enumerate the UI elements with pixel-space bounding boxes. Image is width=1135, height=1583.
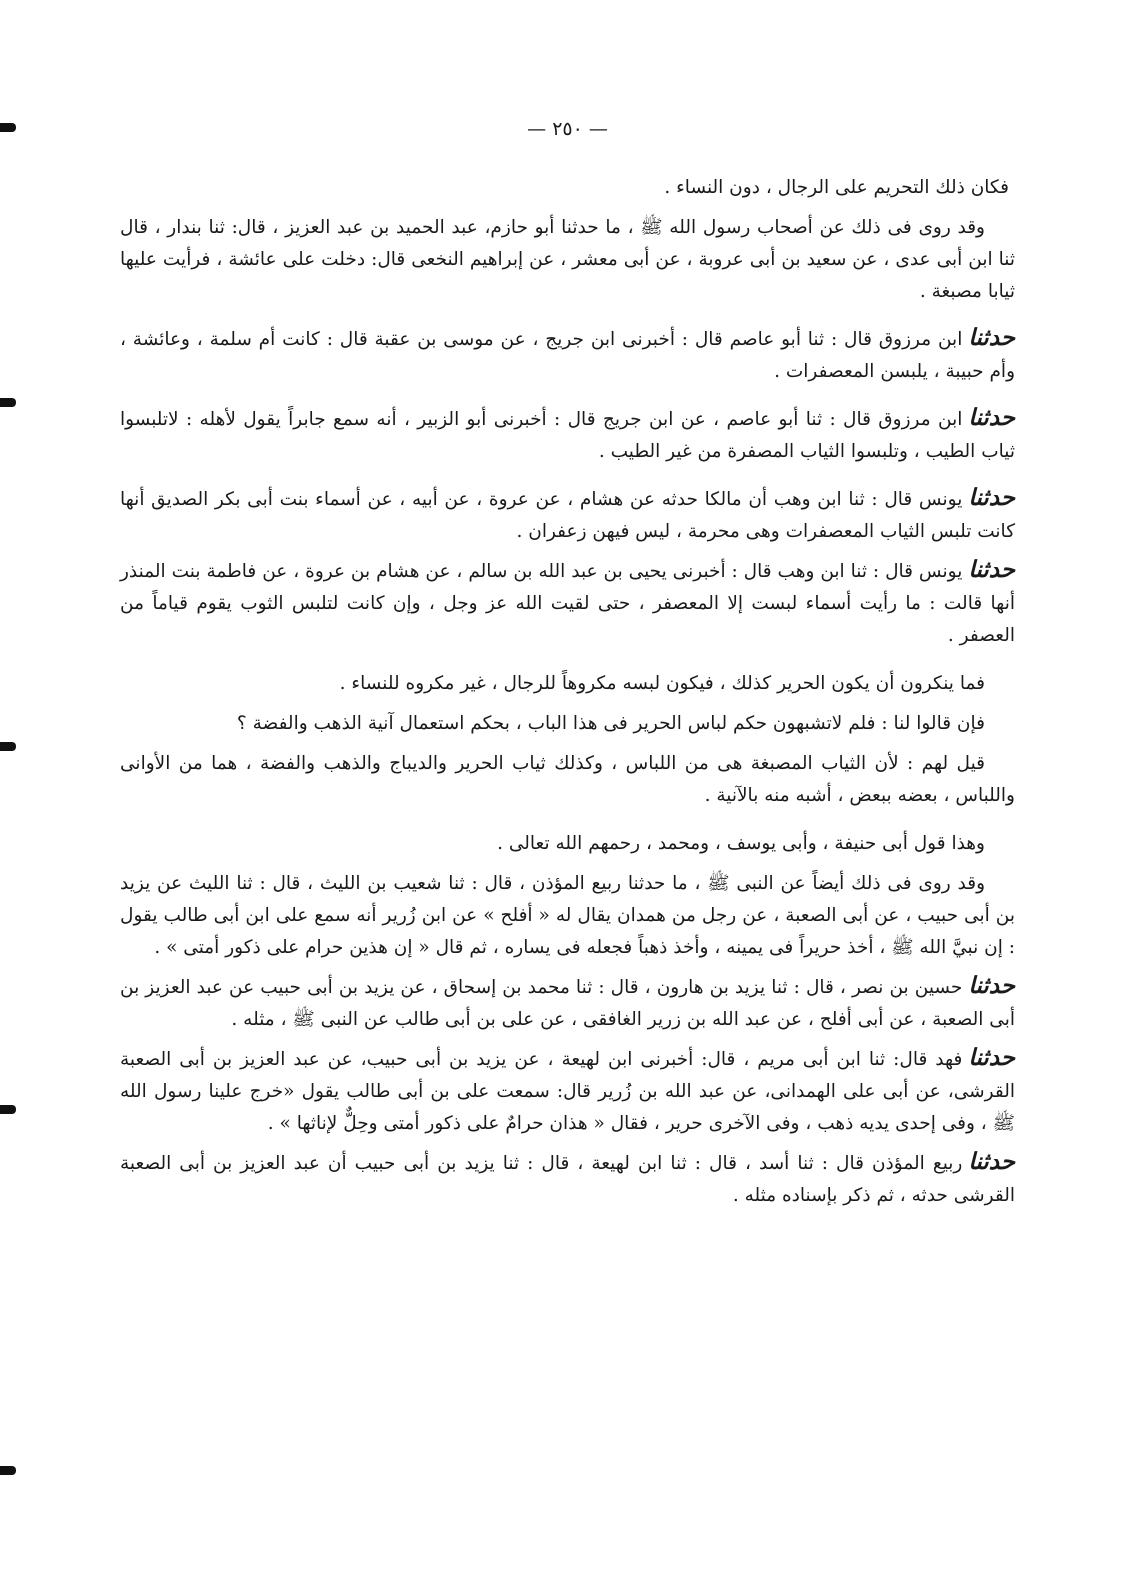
paragraph <box>120 170 1015 204</box>
paragraph <box>120 970 1015 1036</box>
paragraph <box>120 706 1015 740</box>
hadith-lead: حدثنا <box>968 404 1015 431</box>
paragraph-text: ربيع المؤذن قال : ثنا أسد ، قال : ثنا ابن لهيعة ، قال : ثنا يزيد بن أبى حبيب أن عبد العزيز بن أبى الصعبة القرشى حدثه ، ثم ذكر بإسناده مثله . <box>120 1153 1015 1206</box>
paragraph <box>120 746 1015 812</box>
paragraph-text: قيل لهم : لأن الثياب المصبغة هى من اللباس ، وكذلك ثياب الحرير والديباج والذهب والفضة ، هما من الأوانى واللباس ، بعضه ببعض ، أشبه منه بالآنية . <box>120 753 1015 806</box>
paragraph-text: حسين بن نصر ، قال : ثنا يزيد بن هارون ، قال : ثنا محمد بن إسحاق ، عن يزيد بن أبى حبيب عن عبد العزيز بن أبى الصعبة ، عن أبى أفلح ، عن عبد الله بن زرير الغافقى ، عن على بن أبى طالب عن النبى ﷺ ، مثله . <box>120 977 1015 1030</box>
hadith-lead: حدثنا <box>968 556 1015 583</box>
hadith-lead: حدثنا <box>968 972 1015 999</box>
body-text <box>120 170 1015 1218</box>
paragraph <box>120 1042 1015 1140</box>
paragraph-text: فإن قالوا لنا : فلم لاتشبهون حكم لباس الحرير فى هذا الباب ، بحكم استعمال آنية الذهب والفضة ؟ <box>236 713 985 734</box>
margin-mark <box>0 398 16 407</box>
paragraph-text: وقد روى فى ذلك أيضاً عن النبى ﷺ ، ما حدثنا ربيع المؤذن ، قال : ثنا شعيب بن الليث ، قال : ثنا الليث عن يزيد بن أبى حبيب ، عن أبى الصعبة ، عن رجل من همدان يقال له « أفلح » عن ابن زُرير أنه سمع على ابن أبى طالب يقول : إن نبيَّ الله ﷺ ، أخذ حريراً فى يمينه ، وأخذ ذهباً فجعله فى يساره ، ثم قال « إن هذين حرام على ذكور أمتى » . <box>120 873 1015 958</box>
paragraph <box>120 482 1015 548</box>
paragraph <box>120 554 1015 652</box>
hadith-lead: حدثنا <box>968 324 1015 351</box>
page-number: — ٢٥٠ — <box>527 118 608 140</box>
paragraph <box>120 402 1015 468</box>
hadith-lead: حدثنا <box>968 484 1015 511</box>
paragraph <box>120 210 1015 308</box>
paragraph-text: ابن مرزوق قال : ثنا أبو عاصم قال : أخبرنى ابن جريج ، عن موسى بن عقبة قال : كانت أم سلمة ، وعائشة ، وأم حبيبة ، يلبسن المعصفرات . <box>120 329 1015 382</box>
paragraph <box>120 322 1015 388</box>
margin-mark <box>0 1105 16 1114</box>
hadith-lead: حدثنا <box>968 1148 1015 1175</box>
paragraph-text: فما ينكرون أن يكون الحرير كذلك ، فيكون لبسه مكروهاً للرجال ، غير مكروه للنساء . <box>339 673 985 694</box>
margin-mark <box>0 742 16 751</box>
margin-mark <box>0 1466 16 1475</box>
paragraph <box>120 866 1015 964</box>
paragraph-text: فهد قال: ثنا ابن أبى مريم ، قال: أخبرنى ابن لهيعة ، عن يزيد بن أبى حبيب، عن عبد العزيز بن أبى الصعبة القرشى، عن أبى على الهمدانى، عن عبد الله بن زُرير قال: سمعت على بن أبى طالب يقول «خرج علينا رسول الله ﷺ ، وفى إحدى يديه ذهب ، وفى الآخرى حرير ، فقال « هذان حرامٌ على ذكور أمتى وحِلٌّ لإناثها » . <box>120 1049 1015 1134</box>
paragraph-text: يونس قال : ثنا ابن وهب أن مالكا حدثه عن هشام ، عن عروة ، عن أبيه ، عن أسماء بنت أبى بكر الصديق أنها كانت تلبس الثياب المعصفرات وهى محرمة ، ليس فيهن زعفران . <box>120 489 1015 542</box>
paragraph-text: وهذا قول أبى حنيفة ، وأبى يوسف ، ومحمد ، رحمهم الله تعالى . <box>497 833 985 854</box>
paragraph-text: يونس قال : ثنا ابن وهب قال : أخبرنى يحيى بن عبد الله بن سالم ، عن هشام بن عروة ، عن فاطمة بنت المنذر أنها قالت : ما رأيت أسماء لبست إلا المعصفر ، حتى لقيت الله عز وجل ، وإن كانت لتلبس الثوب يقوم قياماً من العصفر . <box>120 561 1015 646</box>
paragraph <box>120 666 1015 700</box>
hadith-lead: حدثنا <box>968 1044 1015 1071</box>
paragraph-text: وقد روى فى ذلك عن أصحاب رسول الله ﷺ ، ما حدثنا أبو حازم، عبد الحميد بن عبد العزيز ، قال: ثنا بندار ، قال ثنا ابن أبى عدى ، عن سعيد بن أبى عروبة ، عن أبى معشر ، عن إبراهيم النخعى قال: دخلت على عائشة ، فرأيت عليها ثيابا مصبغة . <box>120 217 1015 302</box>
paragraph-text: فكان ذلك التحريم على الرجال ، دون النساء . <box>664 177 1009 198</box>
paragraph <box>120 826 1015 860</box>
paragraph <box>120 1146 1015 1212</box>
paragraph-text: ابن مرزوق قال : ثنا أبو عاصم ، عن ابن جريج قال : أخبرنى أبو الزبير ، أنه سمع جابراً يقول لأهله : لاتلبسوا ثياب الطيب ، وتلبسوا الثياب المصفرة من غير الطيب . <box>120 409 1015 462</box>
